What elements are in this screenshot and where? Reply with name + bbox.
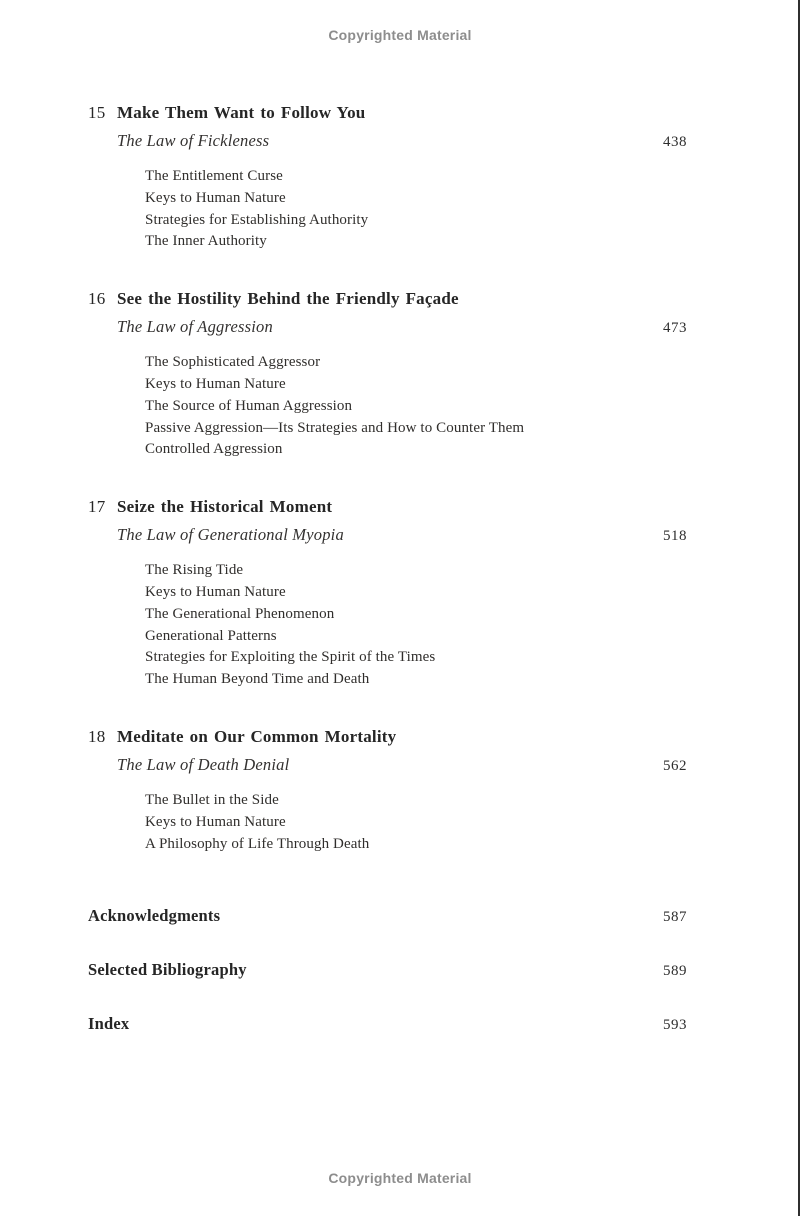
chapter-section-list xyxy=(88,790,687,855)
section-entry: Generational Patterns xyxy=(145,627,277,644)
section-entry: Keys to Human Nature xyxy=(145,583,286,600)
section-entry: Passive Aggression—Its Strategies and How to Counter Them xyxy=(145,419,525,436)
chapter-section-list xyxy=(88,352,687,461)
chapter-title: Make Them Want to Follow You xyxy=(117,103,366,122)
chapter-page-number: 473 xyxy=(663,320,687,337)
back-matter-page-number: 589 xyxy=(663,963,687,980)
section-entry: The Sophisticated Aggressor xyxy=(145,354,321,371)
section-entry: Keys to Human Nature xyxy=(145,813,286,830)
section-entry: Keys to Human Nature xyxy=(145,189,286,206)
section-entry: The Generational Phenomenon xyxy=(145,605,335,622)
table-of-contents xyxy=(88,103,687,1035)
section-entry: Strategies for Exploiting the Spirit of the Times xyxy=(145,649,436,666)
section-entry: The Entitlement Curse xyxy=(145,168,283,184)
section-entry: The Source of Human Aggression xyxy=(145,397,353,414)
chapter-subtitle-row xyxy=(88,755,687,776)
chapter-title: See the Hostility Behind the Friendly Façade xyxy=(117,289,459,309)
chapter-heading xyxy=(88,497,687,516)
section-entry: Controlled Aggression xyxy=(145,441,283,458)
toc-chapter-15 xyxy=(88,103,687,253)
back-matter-page-number: 593 xyxy=(663,1017,687,1034)
back-matter-title: Acknowledgments xyxy=(88,906,221,926)
section-entry: The Human Beyond Time and Death xyxy=(145,671,370,688)
chapter-page-number: 438 xyxy=(663,134,687,150)
chapter-title: Seize the Historical Moment xyxy=(117,497,333,517)
chapter-section-list xyxy=(88,166,687,253)
toc-chapter-17 xyxy=(88,497,687,691)
chapter-subtitle: The Law of Fickleness xyxy=(117,131,270,150)
chapter-heading xyxy=(88,727,687,746)
chapter-page-number: 518 xyxy=(663,528,687,545)
section-entry: The Inner Authority xyxy=(145,233,267,250)
section-entry: Strategies for Establishing Authority xyxy=(145,211,369,228)
toc-chapter-16 xyxy=(88,289,687,461)
section-entry: A Philosophy of Life Through Death xyxy=(145,835,370,852)
toc-chapter-18 xyxy=(88,727,687,855)
section-entry: Keys to Human Nature xyxy=(145,375,286,392)
chapter-subtitle-row xyxy=(88,317,687,338)
section-entry: The Rising Tide xyxy=(145,562,244,579)
chapter-number: 17 xyxy=(88,497,106,517)
chapter-subtitle-row xyxy=(88,131,687,152)
chapter-number: 18 xyxy=(88,726,106,746)
chapter-subtitle: The Law of Generational Myopia xyxy=(117,525,344,545)
chapter-section-list xyxy=(88,560,687,691)
back-matter-list xyxy=(88,906,687,1035)
back-matter-acknowledgments xyxy=(88,906,687,927)
back-matter-title: Selected Bibliography xyxy=(88,960,247,980)
section-entry: The Bullet in the Side xyxy=(145,791,279,808)
copyright-notice-bottom: Copyrighted Material xyxy=(328,1170,472,1186)
back-matter-bibliography xyxy=(88,960,687,981)
chapter-subtitle: The Law of Aggression xyxy=(117,317,273,337)
chapter-subtitle: The Law of Death Denial xyxy=(117,754,290,774)
chapter-heading xyxy=(88,103,687,122)
chapter-number: 15 xyxy=(88,103,106,122)
chapter-heading xyxy=(88,289,687,308)
chapter-page-number: 562 xyxy=(663,757,687,774)
chapter-subtitle-row xyxy=(88,525,687,546)
chapter-title: Meditate on Our Common Mortality xyxy=(117,726,397,746)
back-matter-index xyxy=(88,1014,687,1035)
chapter-number: 16 xyxy=(88,289,106,309)
back-matter-page-number: 587 xyxy=(663,909,687,926)
copyright-notice-top: Copyrighted Material xyxy=(328,27,472,43)
back-matter-title: Index xyxy=(88,1014,130,1034)
